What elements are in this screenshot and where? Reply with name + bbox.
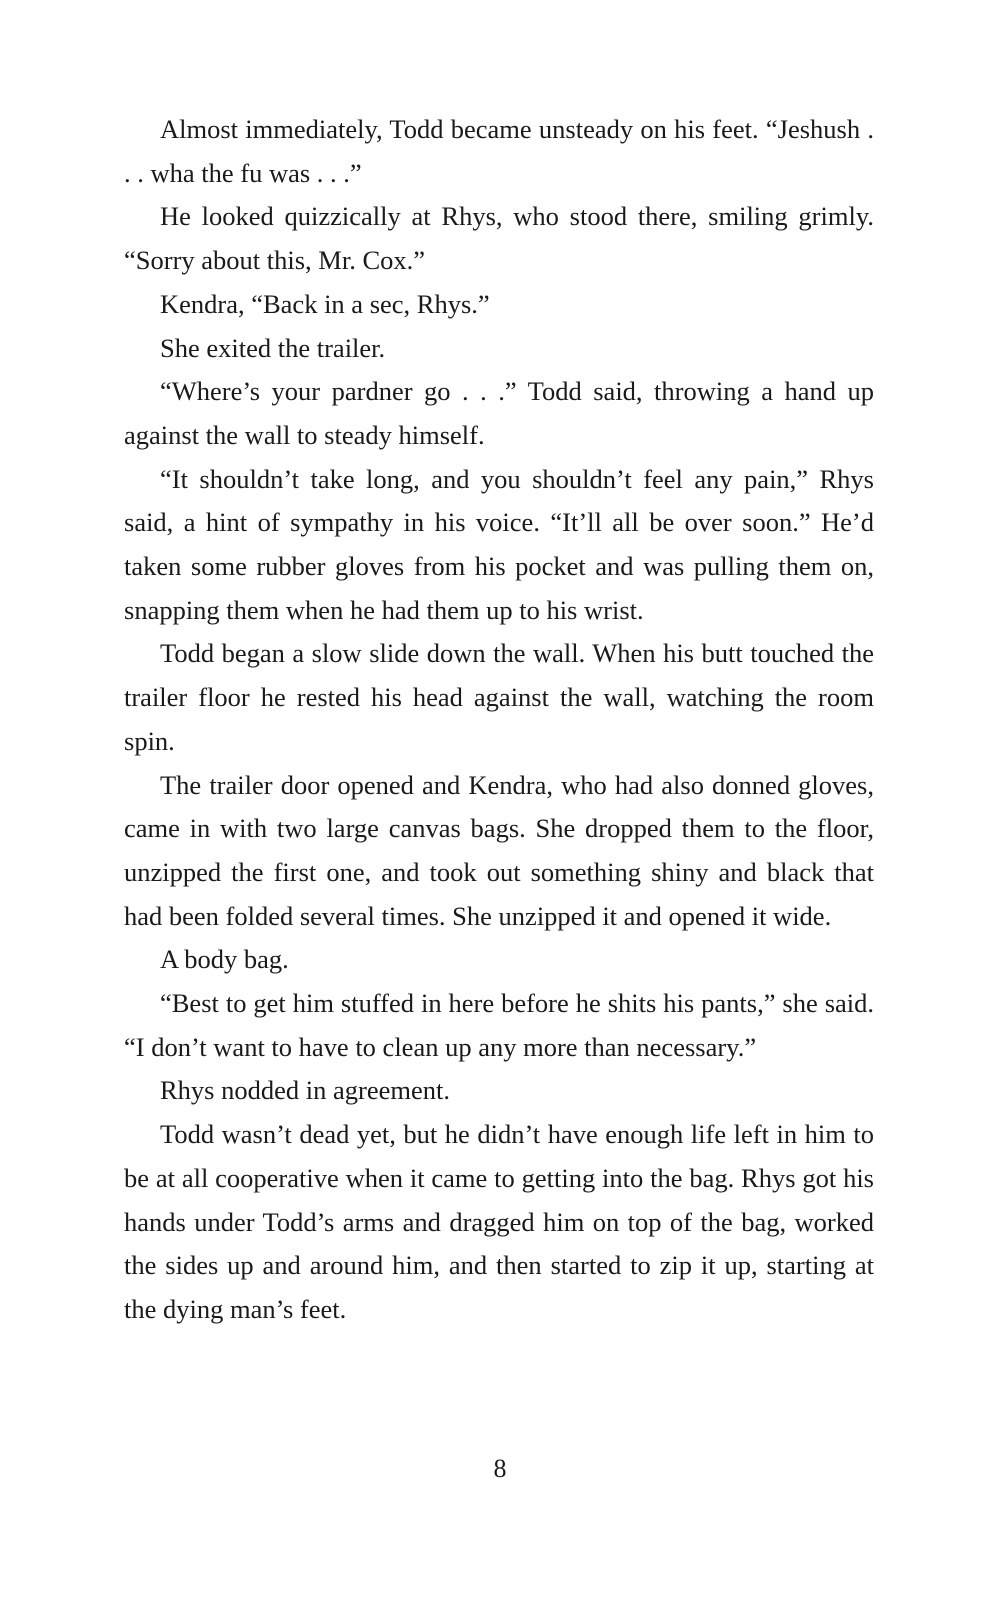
paragraph: She exited the trailer. <box>160 332 386 363</box>
page-number: 8 <box>493 1454 507 1483</box>
paragraph: A body bag. <box>160 944 289 975</box>
paragraph: Rhys nodded in agreement. <box>160 1075 450 1106</box>
paragraph: Almost immediately, Todd became unsteady on his feet. “Jeshush . . . wha the fu was . . .” <box>124 114 874 188</box>
paragraph: Todd wasn’t dead yet, but he didn’t have enough life left in him to be at all cooperative when it came to getting into the bag. Rhys got his hands under Todd’s arms and dragged him on top of the bag, worked the sides up and around him, and then started to zip it up, starting at the dying man’s feet. <box>124 1119 874 1324</box>
paragraph: “Where’s your pardner go . . .” Todd said, throwing a hand up against the wall to steady himself. <box>124 376 874 450</box>
paragraph: Kendra, “Back in a sec, Rhys.” <box>160 288 490 319</box>
paragraph: Todd began a slow slide down the wall. When his butt touched the trailer floor he rested his head against the wall, watching the room spin. <box>124 638 874 756</box>
paragraph: He looked quizzically at Rhys, who stood there, smiling grimly. “Sorry about this, Mr. Cox.” <box>124 201 874 276</box>
body-text <box>124 108 874 1332</box>
paragraph: “It shouldn’t take long, and you shouldn’t feel any pain,” Rhys said, a hint of sympathy in his voice. “It’ll all be over soon.” He’d taken some rubber gloves from his pocket and was pulling them on, snapping them when he had them up to his wrist. <box>124 463 874 625</box>
paragraph: The trailer door opened and Kendra, who had also donned gloves, came in with two large canvas bags. She dropped them to the floor, unzipped the first one, and took out something shiny and black that had been folded several times. She unzipped it and opened it wide. <box>124 769 874 931</box>
paragraph: “Best to get him stuffed in here before he shits his pants,” she said. “I don’t want to have to clean up any more than necessary.” <box>124 988 874 1062</box>
